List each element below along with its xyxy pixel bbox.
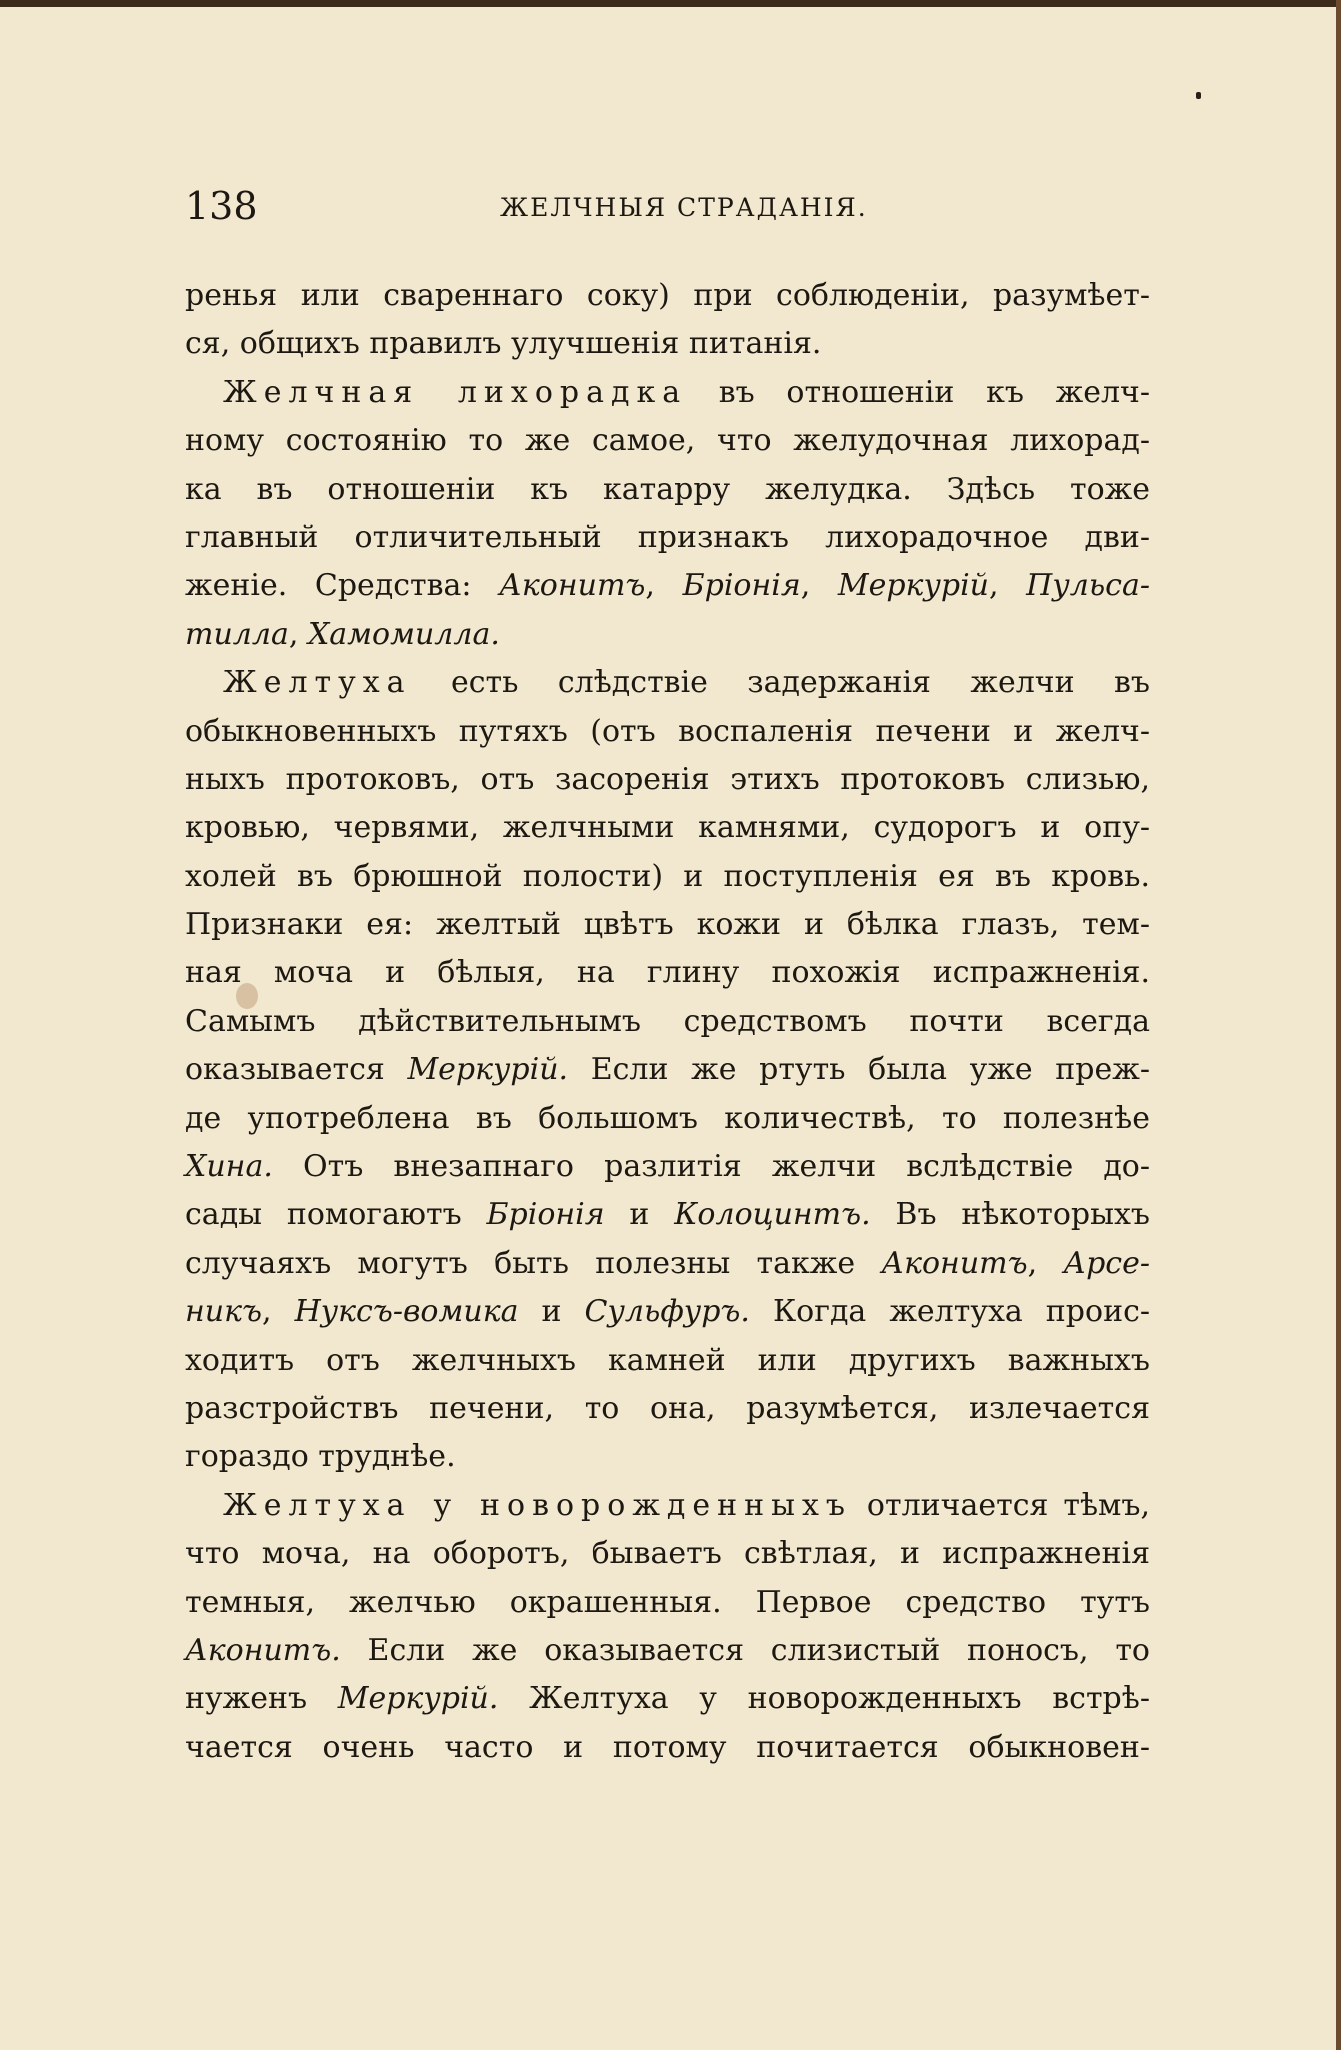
text-line: темныя, желчью окрашенныя. Первое средство тутъ <box>185 1584 1150 1620</box>
text-line: ка въ отношеніи къ катарру желудка. Здѣсь тоже <box>185 471 1150 507</box>
text-line: никъ, Нуксъ-вомика и Сульфуръ. Когда желтуха проис- <box>185 1294 1151 1330</box>
text-line: Желтуха у новорожденныхъ отличается тѣмъ, <box>223 1487 1150 1523</box>
remedy-name: никъ <box>185 1294 262 1330</box>
text-line: Признаки ея: желтый цвѣтъ кожи и бѣлка глазъ, тем- <box>185 907 1150 943</box>
text-line: тилла, Хамомилла. <box>185 616 500 652</box>
text-line: оказывается Меркурій. Если же ртуть была уже преж- <box>185 1052 1150 1088</box>
text-line: что моча, на оборотъ, бываетъ свѣтлая, и испражненія <box>185 1536 1150 1572</box>
text-line: женіе. Средства: Аконитъ, Бріонія, Меркурій, Пульса- <box>185 568 1150 604</box>
running-title: ЖЕЛЧНЫЯ СТРАДАНІЯ. <box>500 193 868 222</box>
text-line: нуженъ Меркурій. Желтуха у новорожденныхъ встрѣ- <box>185 1681 1150 1717</box>
text-line: ныхъ протоковъ, отъ засоренія этихъ протоковъ слизью, <box>185 761 1150 797</box>
text-line: кровью, червями, желчными камнями, судорогъ и опу- <box>185 810 1150 846</box>
text-line: обыкновенныхъ путяхъ (отъ воспаленія печени и желч- <box>185 713 1150 749</box>
remedy-name: Хина. <box>185 1149 273 1185</box>
remedy-name: Меркурій <box>837 568 989 604</box>
remedy-name: Аконитъ <box>881 1245 1028 1281</box>
text-line: ся, общихъ правилъ улучшенія питанія. <box>185 326 822 362</box>
page-header <box>185 184 1155 234</box>
remedy-name: Нуксъ-вомика <box>294 1294 519 1330</box>
text-line: Хина. Отъ внезапнаго разлитія желчи вслѣдствіе до- <box>185 1149 1150 1185</box>
remedy-name: Сульфуръ. <box>584 1294 750 1330</box>
remedy-name: Меркурій. <box>407 1052 569 1088</box>
text-line: ная моча и бѣлыя, на глину похожія испражненія. <box>185 955 1150 991</box>
remedy-name: Хамомилла. <box>307 616 500 652</box>
remedy-name: Пульса- <box>1026 568 1150 604</box>
text-line: случаяхъ могутъ быть полезны также Аконитъ, Арсе- <box>185 1245 1150 1281</box>
text-line: Самымъ дѣйствительнымъ средствомъ почти всегда <box>185 1003 1150 1039</box>
remedy-name: Аконитъ <box>499 568 646 604</box>
text-line: чается очень часто и потому почитается обыкновен- <box>185 1729 1150 1765</box>
text-line: разстройствъ печени, то она, разумѣется, излечается <box>185 1390 1150 1426</box>
remedy-name: Бріонія <box>486 1197 605 1233</box>
text-line: Желтуха есть слѣдствіе задержанія желчи въ <box>223 665 1150 701</box>
body-text <box>185 272 1150 1772</box>
ink-speck <box>1196 92 1201 99</box>
text-line: гораздо труднѣе. <box>185 1439 456 1475</box>
text-line: главный отличительный признакъ лихорадочное дви- <box>185 519 1150 555</box>
text-line: ному состоянію то же самое, что желудочная лихорад- <box>185 423 1150 459</box>
page-number: 138 <box>185 184 258 228</box>
remedy-name: Меркурій. <box>337 1681 499 1717</box>
remedy-name: Колоцинтъ. <box>674 1197 871 1233</box>
text-line: де употреблена въ большомъ количествѣ, то полезнѣе <box>185 1100 1150 1136</box>
spaced-term: Желтуха <box>223 665 412 701</box>
remedy-name: тилла <box>185 616 289 652</box>
remedy-name: Арсе- <box>1063 1245 1150 1281</box>
page-right-edge <box>1336 0 1341 2050</box>
text-line: ходитъ отъ желчныхъ камней или другихъ важныхъ <box>185 1342 1150 1378</box>
spaced-term: Желтуха у новорожденныхъ <box>223 1487 853 1523</box>
text-line: Желчная лихорадка въ отношеніи къ желч- <box>223 374 1150 410</box>
text-line: холей въ брюшной полости) и поступленія ея въ кровь. <box>185 858 1150 894</box>
remedy-name: Бріонія <box>682 568 801 604</box>
page-top-edge <box>0 0 1341 7</box>
text-line: сады помогаютъ Бріонія и Колоцинтъ. Въ нѣкоторыхъ <box>185 1197 1150 1233</box>
remedy-name: Аконитъ. <box>185 1632 341 1668</box>
text-line: ренья или свареннаго соку) при соблюденіи, разумѣет- <box>185 278 1150 313</box>
spaced-term: Желчная лихорадка <box>223 374 688 410</box>
text-line: Аконитъ. Если же оказывается слизистый поносъ, то <box>185 1632 1150 1668</box>
